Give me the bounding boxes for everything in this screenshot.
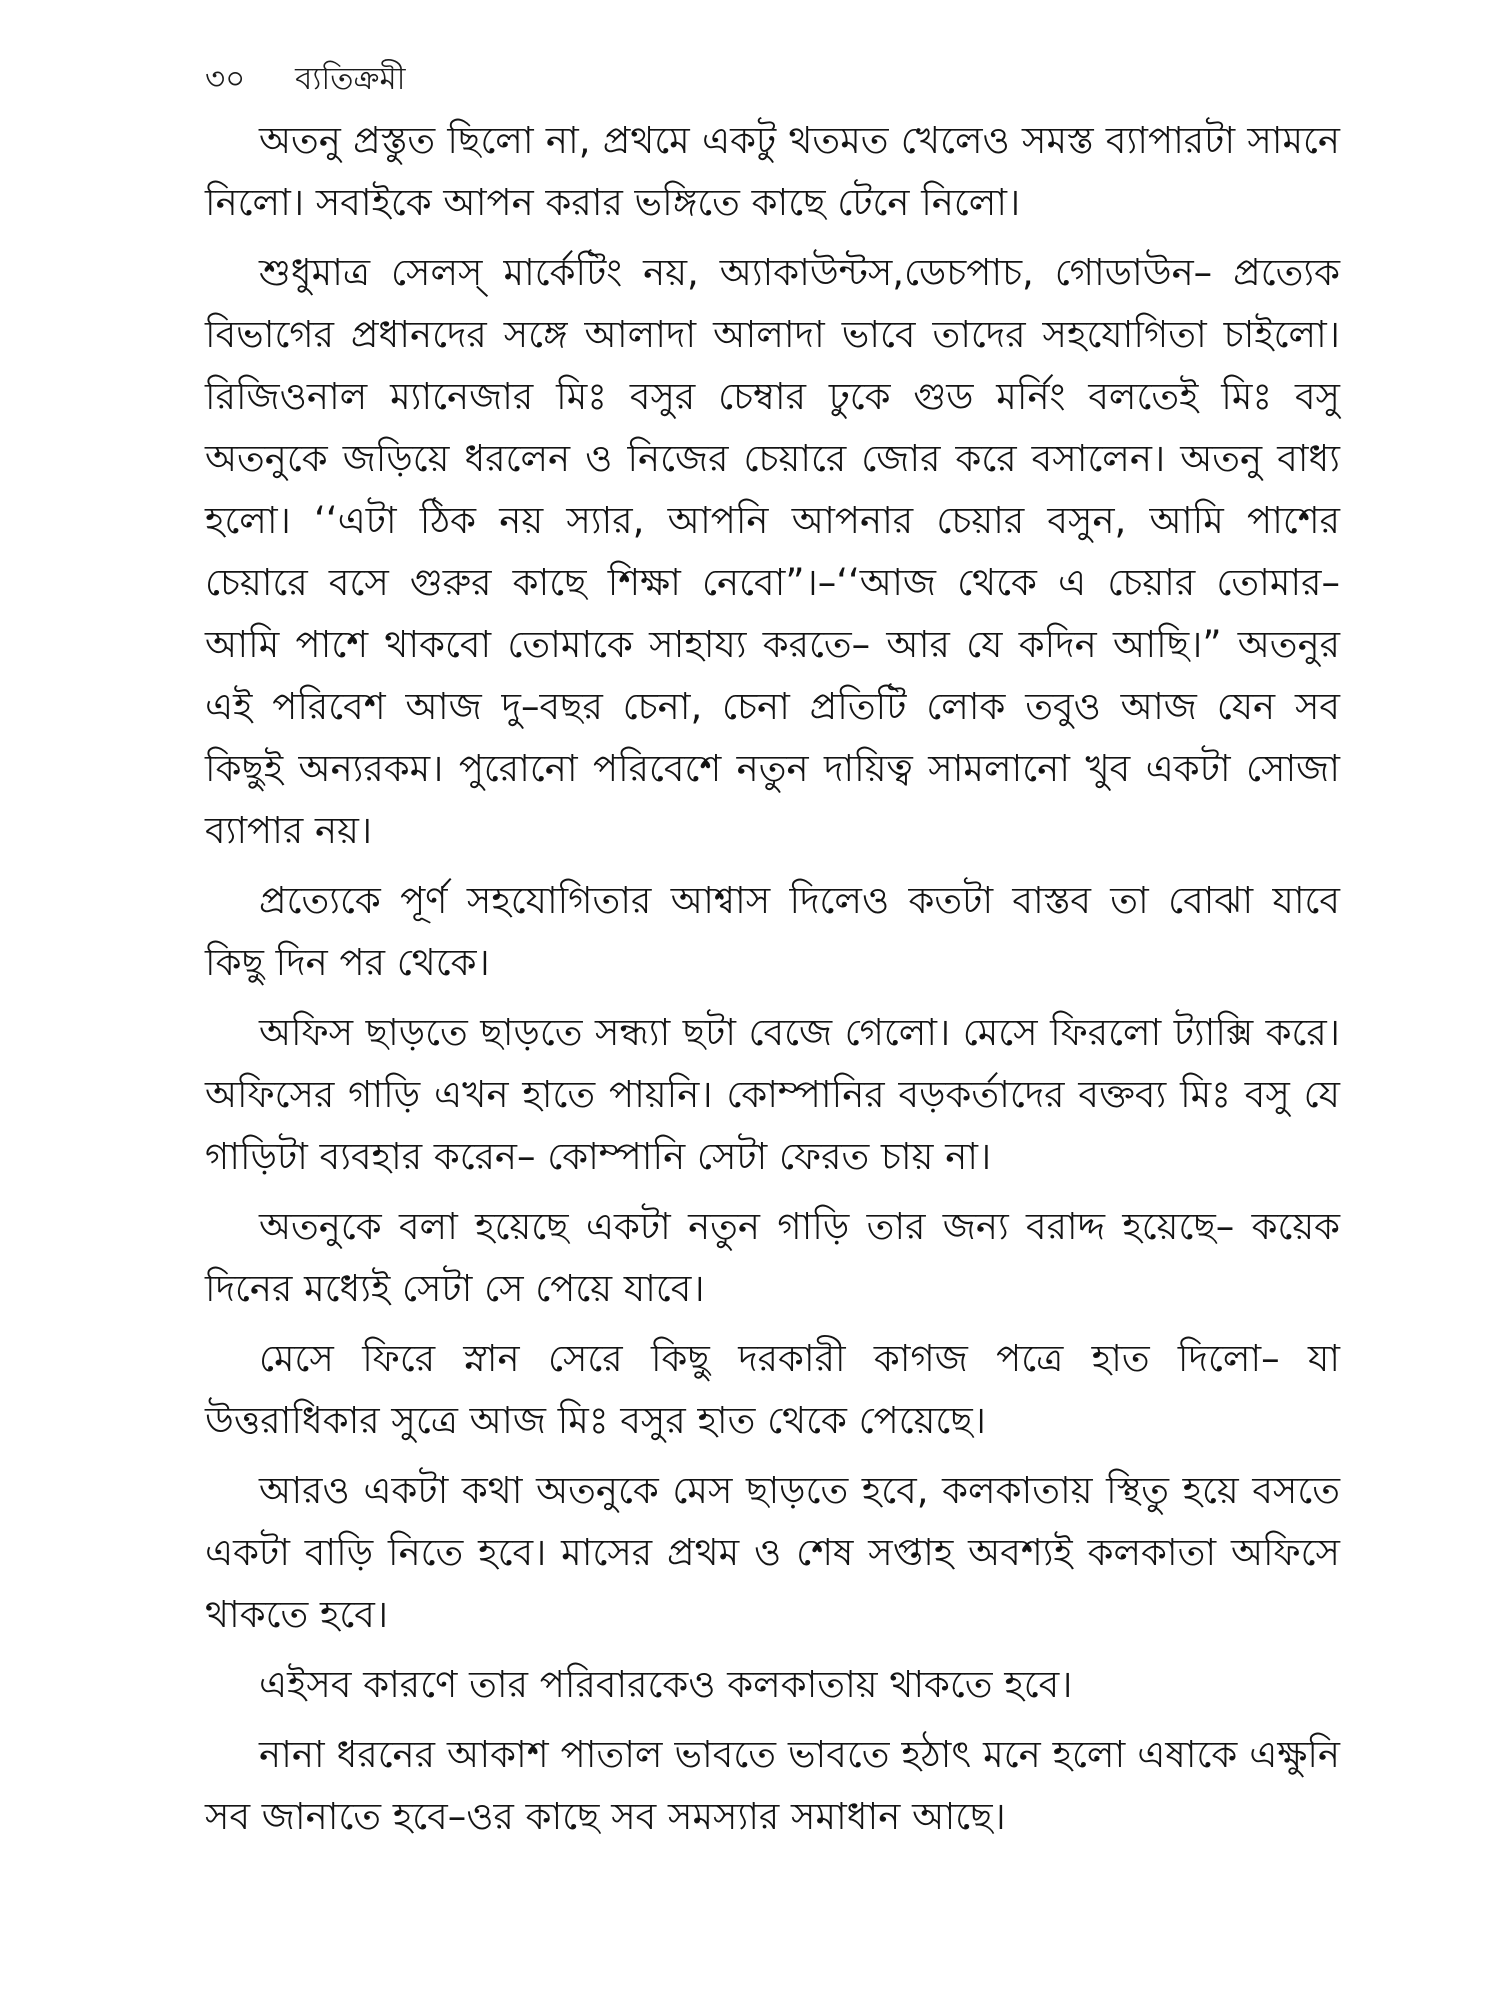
text-line: এক্ষুনি সব জানাতে হবে–ওর কাছে সব সমস্যার সমাধান আছে। [205,1733,1341,1838]
paragraph [205,1002,1340,1188]
paragraph [205,242,1340,862]
paragraph [205,870,1340,994]
text-line: সামলানো খুব একটা সোজা ব্যাপার নয়। [205,747,1341,852]
paragraph [205,1196,1340,1320]
text-line: তবুও আজ যেন সব কিছুই অন্যরকম। পুরোনো পরিবেশে নতুন দায়িত্ব [205,685,1340,790]
text-line: বসতে একটা বাড়ি নিতে হবে। মাসের প্রথম ও শেষ সপ্তাহ অবশ্যই [205,1469,1341,1574]
book-page [205,48,1340,1978]
page-number: ৩০ [205,61,246,97]
text-line: কয়েক দিনের মধ্যেই সেটা সে পেয়ে যাবে। [205,1205,1340,1310]
text-line: যাবে কিছু দিন পর থেকে। [205,879,1341,984]
text-line: অতনু প্রস্তুত ছিলো না, প্রথমে একটু থতমত খেলেও সমস্ত ব্যাপারটা [259,119,1236,162]
text-line: বাধ্য হলো। ‘‘এটা ঠিক নয় স্যার, আপনি আপনার চেয়ার বসুন, আমি [205,437,1340,542]
text-line: আরও একটা কথা অতনুকে মেস ছাড়তে হবে, কলকাতায় স্থিতু হয়ে [259,1469,1239,1512]
text-line: করে। অফিসের গাড়ি এখন হাতে পায়নি। কোম্পানির বড়কর্তাদের বক্তব্য [205,1011,1340,1116]
text-line: সামনে নিলো। সবাইকে আপন করার ভঙ্গিতে কাছে টেনে নিলো। [205,119,1340,224]
text-line: পাশের চেয়ারে বসে গুরুর কাছে শিক্ষা নেবো”।–‘‘আজ থেকে এ চেয়ার [205,499,1340,604]
text-line: উত্তরাধিকার সুত্রে আজ মিঃ বসুর হাত থেকে পেয়েছে। [205,1399,986,1442]
text-line: বিভাগের প্রধানদের সঙ্গে আলাদা আলাদা ভাবে তাদের সহযোগিতা চাইলো। [205,313,1340,356]
text-line: মেসে ফিরে স্নান সেরে কিছু দরকারী কাগজ পত্রে হাত দিলো– যা [259,1337,1340,1380]
running-title: ব্যতিক্রমী [295,61,406,97]
paragraph [205,1460,1340,1646]
text-line: প্রত্যেকে পূর্ণ সহযোগিতার আশ্বাস দিলেও কতটা বাস্তব তা বোঝা [259,879,1254,922]
text-line: মিঃ বসু যে গাড়িটা ব্যবহার করেন– কোম্পানি সেটা ফেরত চায় না। [205,1073,1340,1178]
text-line: আছি।” অতনুর এই পরিবেশ আজ দু–বছর চেনা, চেনা প্রতিটি লোক [205,623,1341,728]
text-line: শুধুমাত্র সেলস্ মার্কেটিং নয়, অ্যাকাউন্টস,ডেচপাচ, গোডাউন– প্রত্যেক [259,251,1340,294]
paragraph [205,1724,1340,1848]
text-line: কলকাতা অফিসে থাকতে হবে। [205,1531,1340,1636]
text-line: রিজিওনাল ম্যানেজার মিঃ বসুর চেম্বার ঢুকে গুড মর্নিং বলতেই মিঃ বসু [205,375,1340,418]
text-line: তোমার– আমি পাশে থাকবো তোমাকে সাহায্য করতে– আর যে কদিন [205,561,1340,666]
text-line: অতনুকে বলা হয়েছে একটা নতুন গাড়ি তার জন্য বরাদ্দ হয়েছে– [259,1205,1235,1248]
running-head [205,48,1340,110]
text-line: অতনুকে জড়িয়ে ধরলেন ও নিজের চেয়ারে জোর করে বসালেন। অতনু [205,437,1263,480]
paragraph [205,110,1340,234]
text-line: এইসব কারণে তার পরিবারকেও কলকাতায় থাকতে হবে। [259,1663,1073,1706]
text-line: অফিস ছাড়তে ছাড়তে সন্ধ্যা ছটা বেজে গেলো। মেসে ফিরলো ট্যাক্সি [259,1011,1254,1054]
paragraph [205,1328,1340,1452]
paragraph [205,1654,1340,1716]
text-body [205,110,1340,1848]
text-line: নানা ধরনের আকাশ পাতাল ভাবতে ভাবতে হঠাৎ মনে হলো এষাকে [259,1733,1238,1776]
